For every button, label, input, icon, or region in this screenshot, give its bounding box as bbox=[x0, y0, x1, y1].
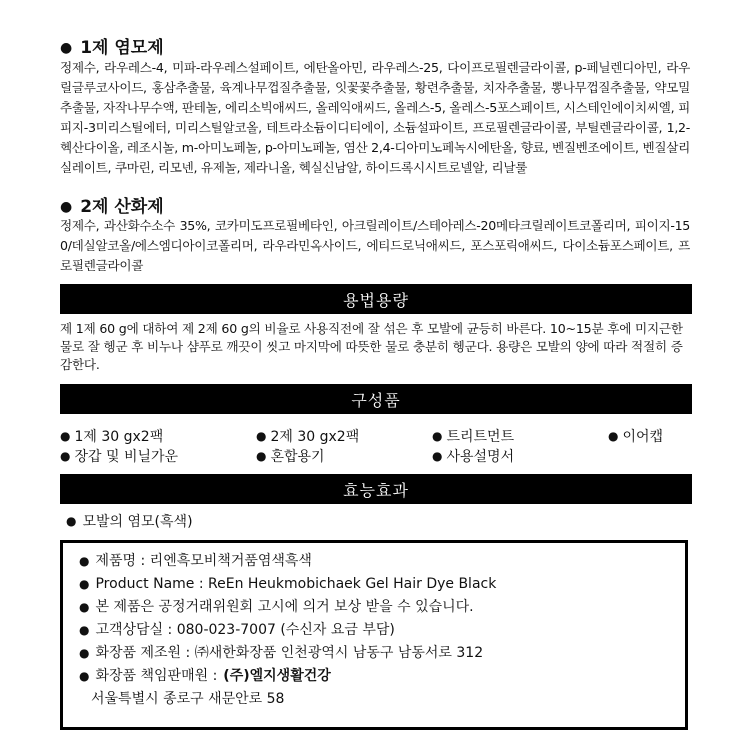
components-header: 구성품 bbox=[60, 384, 692, 414]
part1-ingredients: 정제수, 라우레스-4, 미파-라우레스설페이트, 에탄올아민, 라우레스-25, 다이프로필렌글라이콜, p-페닐렌디아민, 라우릴글루코사이드, 홍삼추출물, 육계나무껍질추출물, 잇꽃꽃추출물, 황련추출물, 치자추출물, 뽕나무껍질추출물, 약모밀추출물, 자작나무수액, 판테놀, 에리소빅애씨드, 올레익애씨드, 올레스-5, 올레스-5포스페이트, 시스테인에이치씨엘, 피피지-3미리스틸에터, 미리스틸알코올, 테트라소듐이디티에이, 소듐설파이트, 프로필렌글라이콜, 부틸렌글라이콜, 1,2-헥산다이올, 레조시놀, m-아미노페놀, p-아미노페놀, 염산 2,4-디아미노페녹시에탄올, 향료, 벤질벤조에이트, 벤질살리실레이트, 쿠마린, 리모넨, 유제놀, 제라니올, 헥실신남알, 하이드록시시트로넬알, 리날룰 bbox=[60, 60, 690, 175]
part2-title: ● 2제 산화제 bbox=[60, 197, 164, 217]
customer-hotline: ● 고객상담실 : 080-023-7007 (수신자 요금 부담) bbox=[79, 622, 395, 638]
bullet-icon: ● bbox=[79, 646, 90, 660]
bullet-icon: ● bbox=[79, 600, 90, 614]
components-row-1 bbox=[60, 426, 690, 446]
component-item: ● 트리트먼트 bbox=[432, 429, 515, 445]
component-item: ● 2제 30 gx2팩 bbox=[256, 429, 360, 445]
bullet-icon: ● bbox=[256, 449, 267, 463]
effect-item: ● 모발의 염모(흑색) bbox=[66, 514, 193, 530]
compensation-notice: ● 본 제품은 공정거래위원회 고시에 의거 보상 받을 수 있습니다. bbox=[79, 599, 474, 615]
part2-ingredients: 정제수, 과산화수소수 35%, 코카미도프로필베타인, 아크릴레이트/스테아레스-20메타크릴레이트코폴리머, 피이지-150/데실알코올/에스엠디아이코폴리머, 라우라민옥사이드, 에티드로닉애씨드, 포스포릭애씨드, 다이소듐포스페이트, 프로필렌글라이콜 bbox=[60, 218, 690, 273]
effect-header: 효능효과 bbox=[60, 474, 692, 504]
product-name-kr: ● 제품명 : 리엔흑모비책거품염색흑색 bbox=[79, 553, 312, 569]
bullet-icon: ● bbox=[79, 554, 90, 568]
responsible-seller: ● 화장품 책임판매원 : (주)엘지생활건강 bbox=[79, 668, 331, 684]
component-item: ● 혼합용기 bbox=[256, 449, 325, 465]
component-item: ● 사용설명서 bbox=[432, 449, 515, 465]
component-item: ● 이어캡 bbox=[608, 429, 664, 445]
bullet-icon: ● bbox=[432, 449, 443, 463]
seller-name: (주)엘지생활건강 bbox=[223, 668, 331, 684]
bullet-icon: ● bbox=[60, 449, 71, 463]
bullet-icon: ● bbox=[60, 199, 73, 215]
seller-address: 서울특별시 종로구 새문안로 58 bbox=[91, 691, 285, 707]
usage-header: 용법용량 bbox=[60, 284, 692, 314]
component-item: ● 1제 30 gx2팩 bbox=[60, 429, 164, 445]
components-row-2 bbox=[60, 446, 690, 466]
bullet-icon: ● bbox=[256, 429, 267, 443]
bullet-icon: ● bbox=[60, 429, 71, 443]
bullet-icon: ● bbox=[432, 429, 443, 443]
bullet-icon: ● bbox=[79, 669, 90, 683]
product-name-en: ● Product Name : ReEn Heukmobichaek Gel Hair Dye Black bbox=[79, 576, 497, 592]
product-info-box bbox=[60, 540, 688, 730]
bullet-icon: ● bbox=[66, 514, 77, 528]
manufacturer: ● 화장품 제조원 : ㈜새한화장품 인천광역시 남동구 남동서로 312 bbox=[79, 645, 484, 661]
usage-text: 제 1제 60 g에 대하여 제 2제 60 g의 비율로 사용직전에 잘 섞은 후 모발에 균등히 바른다. 10~15분 후에 미지근한 물로 잘 헹군 후 비누나 샴푸로 깨끗이 씻고 마지막에 따뜻한 물로 충분히 헹군다. 용량은 모발의 양에 따라 적절히 증감한다. bbox=[60, 321, 683, 372]
bullet-icon: ● bbox=[79, 623, 90, 637]
bullet-icon: ● bbox=[60, 40, 73, 56]
part1-title: ● 1제 염모제 bbox=[60, 38, 164, 58]
component-item: ● 장갑 및 비닐가운 bbox=[60, 449, 179, 465]
bullet-icon: ● bbox=[79, 577, 90, 591]
bullet-icon: ● bbox=[608, 429, 619, 443]
